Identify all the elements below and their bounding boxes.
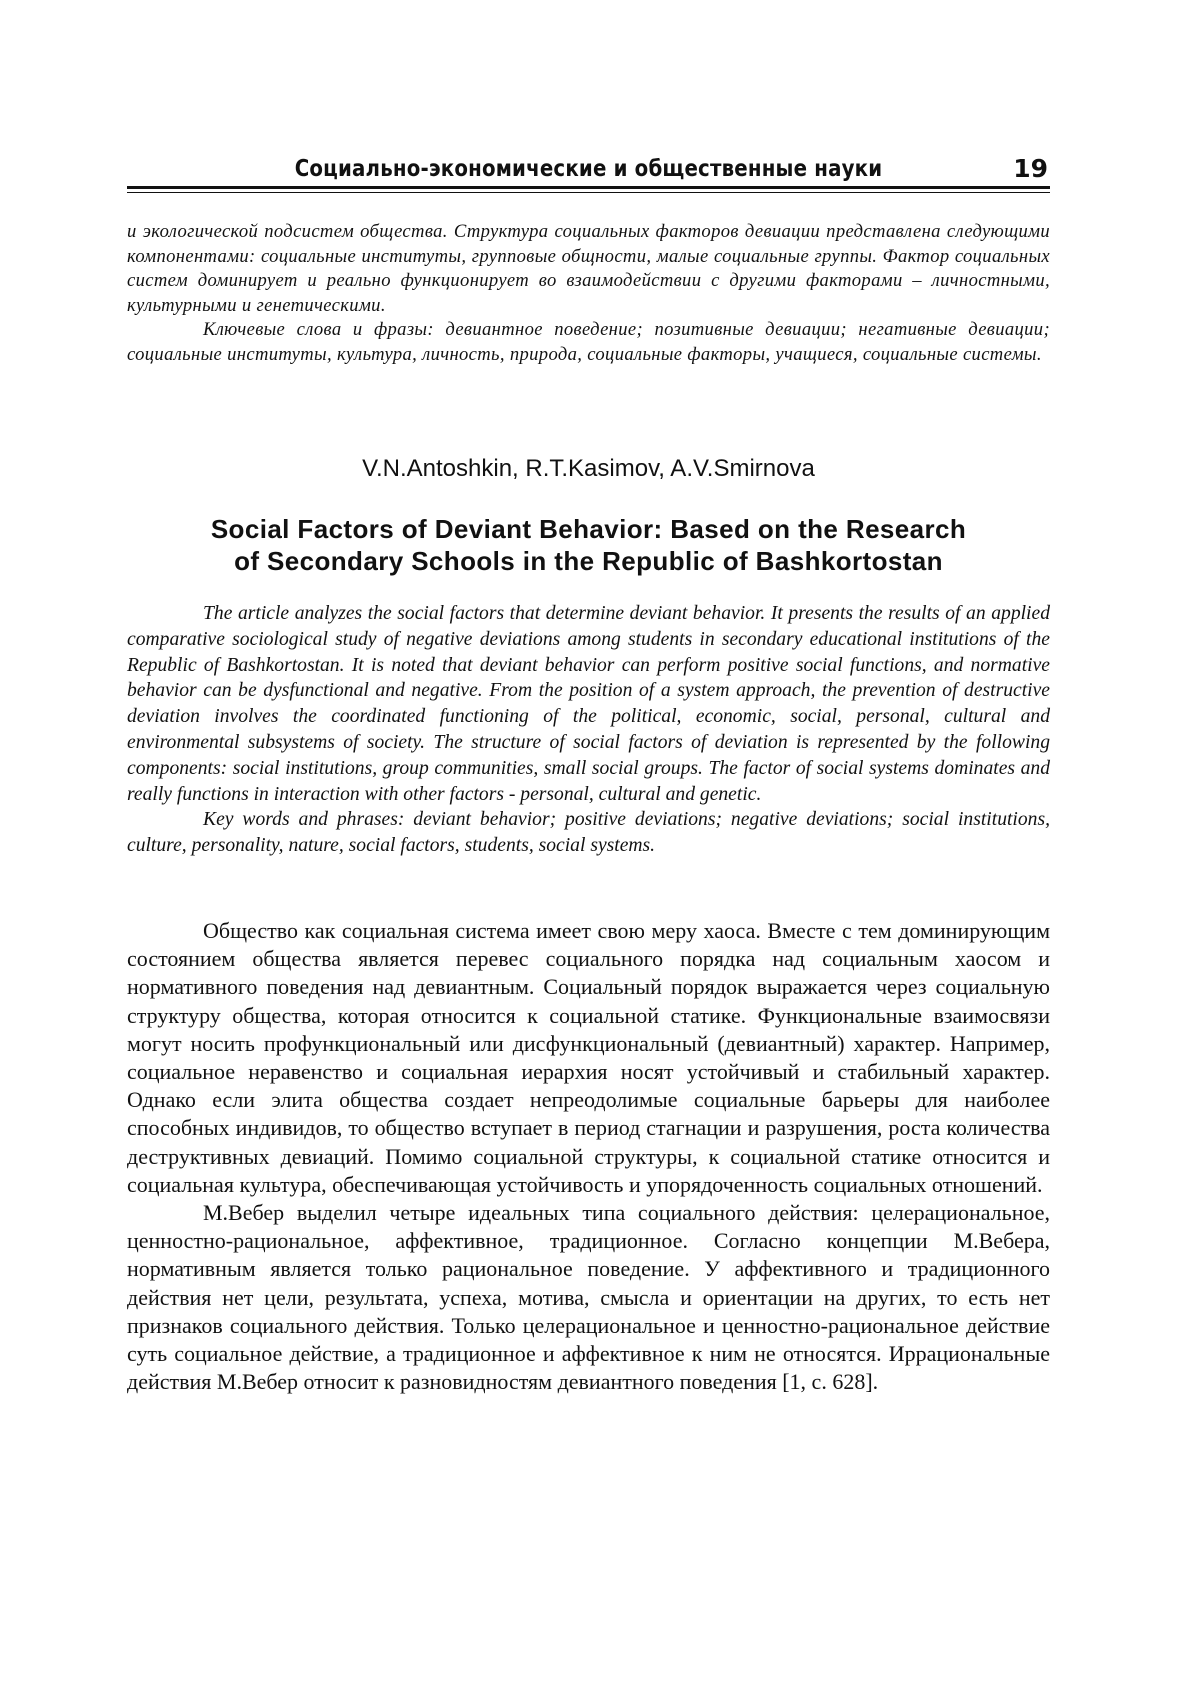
english-keywords: Key words and phrases: deviant behavior; positive deviations; negative deviations; social institutions, culture, personality, nature, social factors, students, social systems. — [127, 809, 1050, 857]
body-paragraph-2: М.Вебер выделил четыре идеальных типа социального действия: целерациональное, ценностно-рациональное, аффективное, традиционное. Согласно концепции М.Вебера, нормативным является только рациональное поведение. У аффективного и традиционного действия нет цели, результата, успеха, мотива, смысла и ориентации на других, то есть нет признаков социального действия. Только целерациональное и ценностно-рациональное действие суть социальное действие, а традиционное и аффективное к ним не относятся. Иррациональные действия М.Вебер относит к разновидностям девиантного поведения [1, с. 628]. — [127, 1200, 1050, 1395]
russian-abstract — [127, 220, 1050, 368]
article-title-line-1: Social Factors of Deviant Behavior: Based on the Research — [210, 514, 967, 544]
russian-keywords: Ключевые слова и фразы: девиантное поведение; позитивные девиации; негативные девиации; социальные институты, культура, личность, природа, социальные факторы, учащиеся, социальные системы. — [127, 319, 1050, 365]
english-abstract-text: The article analyzes the social factors that determine deviant behavior. It presents the results of an applied comparative sociological study of negative deviations among students in secondary educational institutions of the Republic of Bashkortostan. It is noted that deviant behavior can perform positive social functions, and normative behavior can be dysfunctional and negative. From the position of a system approach, the prevention of destructive deviation involves the coordinated functioning of the political, economic, social, personal, cultural and environmental subsystems of society. The structure of social factors of deviation is represented by the following components: social institutions, group communities, small social groups. The factor of social systems dominates and really functions in interaction with other factors - personal, cultural and genetic. — [127, 603, 1050, 805]
article-body — [127, 917, 1050, 1396]
page-number: 19 — [1013, 154, 1048, 183]
running-title: Социально-экономические и общественные науки — [294, 156, 883, 182]
russian-abstract-text: и экологической подсистем общества. Структура социальных факторов девиации представлена следующими компонентами: социальные институты, групповые общности, малые социальные группы. Фактор социальных систем доминирует и реально функционирует во взаимодействии с другими факторами – личностными, культурными и генетическими. — [127, 221, 1050, 316]
article-authors: V.N.Antoshkin, R.T.Kasimov, A.V.Smirnova — [362, 455, 815, 482]
running-header — [127, 152, 1050, 189]
english-abstract — [127, 601, 1050, 859]
article-title-line-2: of Secondary Schools in the Republic of Bashkortostan — [234, 546, 943, 576]
article-title — [127, 513, 1050, 577]
body-paragraph-1: Общество как социальная система имеет свою меру хаоса. Вместе с тем доминирующим состоянием общества является перевес социального порядка над социальным хаосом и нормативного поведения над девиантным. Социальный порядок выражается через социальную структуру общества, которая относится к социальной статике. Функциональные взаимосвязи могут носить профункциональный или дисфункциональный (девиантный) характер. Например, социальное неравенство и социальная иерархия носят устойчивый и стабильный характер. Однако если элита общества создает непреодолимые социальные барьеры для наиболее способных индивидов, то общество вступает в период стагнации и разрушения, роста количества деструктивных девиаций. Помимо социальной структуры, к социальной статике относится и социальная культура, обеспечивающая устойчивость и упорядоченность социальных отношений. — [127, 918, 1050, 1197]
